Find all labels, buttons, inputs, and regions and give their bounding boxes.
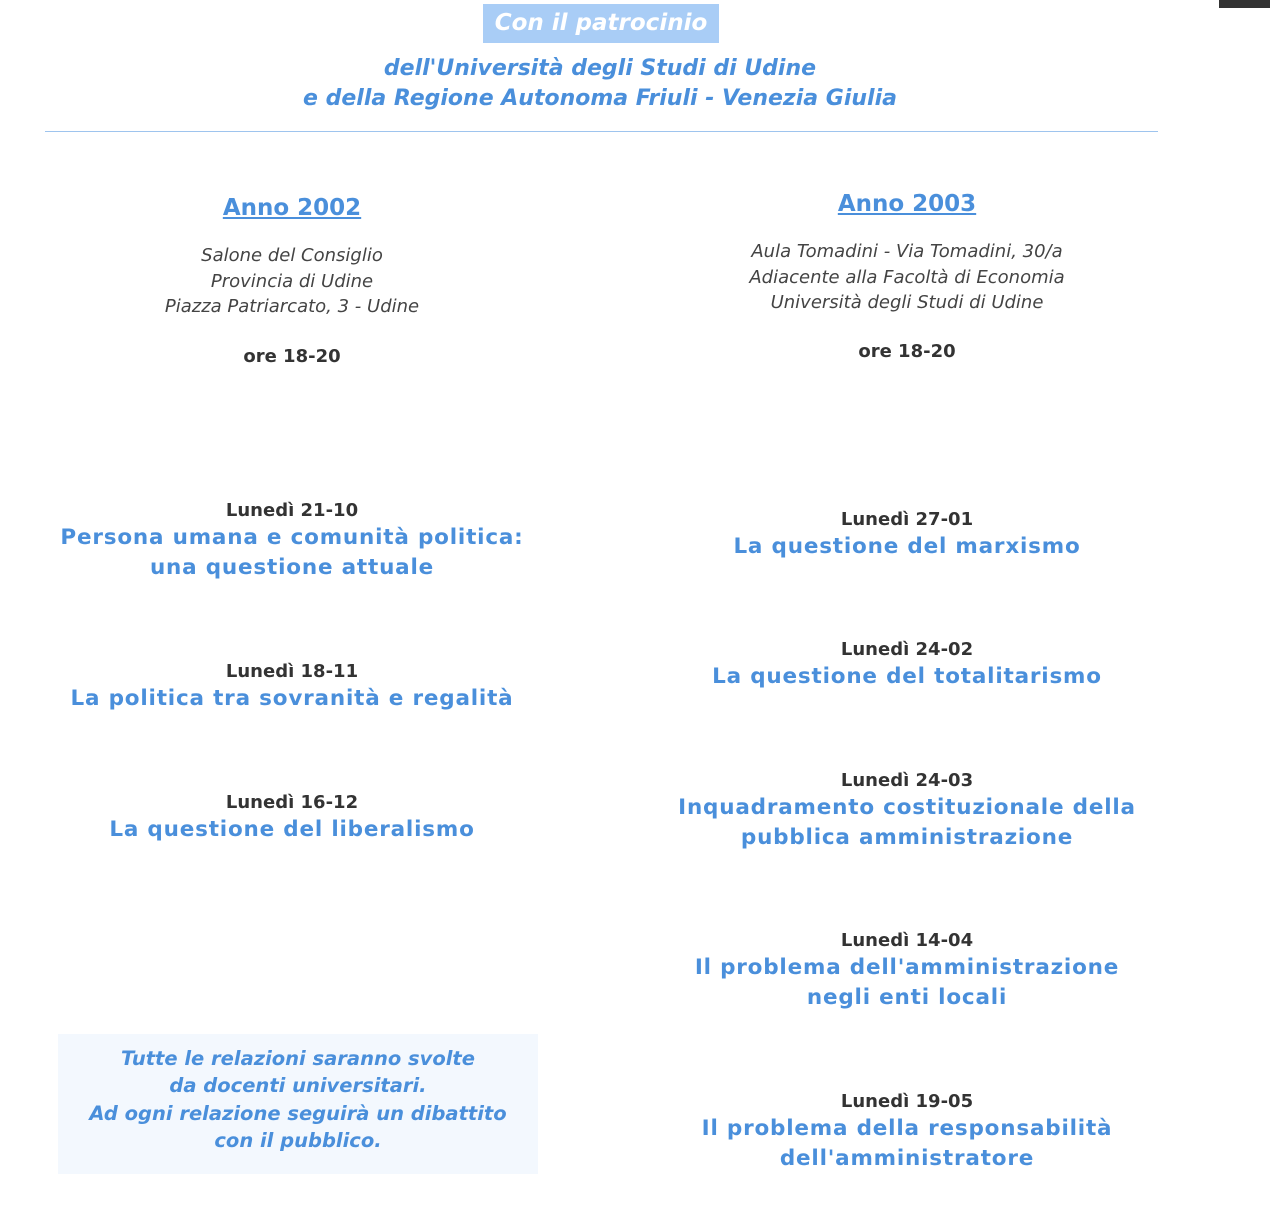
event-date: Lunedì 19-05 — [840, 1091, 974, 1112]
event-title: una questione attuale — [149, 555, 435, 580]
venue-line: Aula Tomadini - Via Tomadini, 30/a — [751, 241, 1063, 262]
event-title: La questione del totalitarismo — [712, 664, 1102, 689]
event-title: La questione del liberalismo — [109, 817, 475, 842]
event-title: dell'amministratore — [779, 1146, 1035, 1171]
note-line: con il pubblico. — [214, 1129, 382, 1152]
venue-line: Salone del Consiglio — [201, 245, 383, 266]
venue-line: Provincia di Udine — [210, 270, 374, 292]
event-date: Lunedì 27-01 — [840, 509, 974, 530]
note-line: Tutte le relazioni saranno svolte — [121, 1047, 475, 1070]
event-date: Lunedì 18-11 — [225, 661, 359, 682]
hours-text: ore 18-20 — [858, 340, 956, 362]
venue-line: Università degli Studi di Udine — [770, 292, 1044, 313]
event-date: Lunedì 21-10 — [225, 500, 359, 521]
event-date: Lunedì 14-04 — [840, 930, 974, 951]
event-title: Persona umana e comunità politica: — [60, 525, 524, 550]
patron-region: e della Regione Autonoma Friuli - Venezia Giulia — [303, 86, 897, 111]
left-column-header — [92, 193, 492, 369]
event-title: La politica tra sovranità e regalità — [70, 686, 514, 711]
scan-corner-mark — [1219, 0, 1270, 8]
event-date: Lunedì 24-03 — [840, 770, 974, 791]
hours-text: ore 18-20 — [243, 345, 341, 367]
year-2002-heading: Anno 2002 — [222, 195, 362, 221]
event-date: Lunedì 24-02 — [840, 639, 974, 660]
patron-university: dell'Università degli Studi di Udine — [383, 56, 817, 81]
event-date: Lunedì 16-12 — [225, 792, 359, 813]
patronage-badge: Con il patrocinio — [483, 4, 719, 43]
venue-line: Piazza Patriarcato, 3 - Udine — [164, 296, 420, 317]
year-2003-heading: Anno 2003 — [837, 191, 977, 217]
note-line: da docenti universitari. — [169, 1074, 427, 1097]
header-divider — [45, 131, 1158, 132]
event-title: negli enti locali — [806, 985, 1008, 1010]
event-title: Inquadramento costituzionale della — [678, 795, 1136, 820]
venue-line: Adiacente alla Facoltà di Economia — [749, 266, 1065, 288]
event-title: Il problema dell'amministrazione — [694, 955, 1120, 980]
event-title: pubblica amministrazione — [740, 825, 1074, 850]
right-column-header — [707, 189, 1107, 364]
event-title: La questione del marxismo — [733, 534, 1081, 559]
event-title: Il problema della responsabilità — [701, 1116, 1113, 1141]
note-line: Ad ogni relazione seguirà un dibattito — [89, 1102, 507, 1125]
